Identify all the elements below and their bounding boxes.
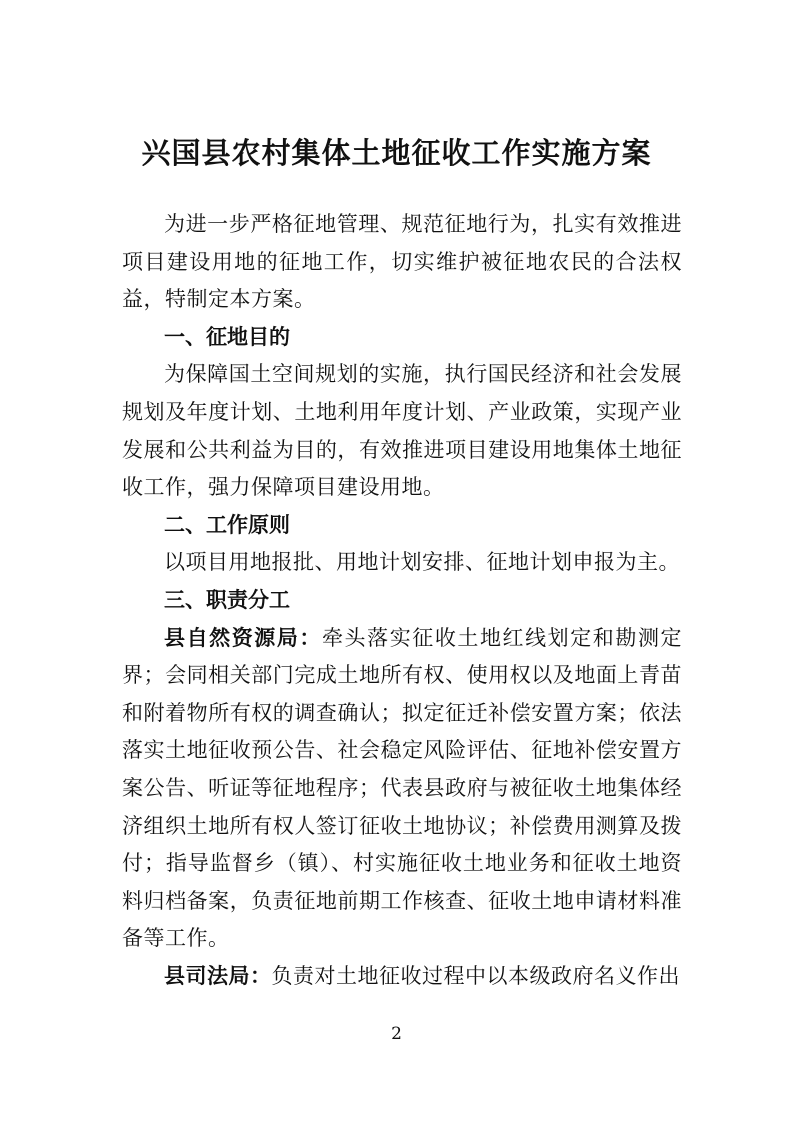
document-body xyxy=(122,206,682,995)
section-paragraph-principles: 以项目用地报批、用地计划安排、征地计划申报为主。 xyxy=(164,550,680,575)
responsibility-paragraph-justice xyxy=(122,958,682,996)
responsibility-text-justice: 负责对土地征收过程中以本级政府名义作出 xyxy=(271,963,680,988)
section-heading-responsibilities: 三、职责分工 xyxy=(164,587,290,612)
section-heading-purpose: 一、征地目的 xyxy=(164,324,290,349)
intro-paragraph: 为进一步严格征地管理、规范征地行为，扎实有效推进项目建设用地的征地工作，切实维护被征地农民的合法权益，特制定本方案。 xyxy=(122,212,682,312)
section-paragraph-purpose: 为保障国土空间规划的实施，执行国民经济和社会发展规划及年度计划、土地利用年度计划、产业政策，实现产业发展和公共利益为目的，有效推进项目建设用地集体土地征收工作，强力保障项目建设用地。 xyxy=(122,362,682,500)
responsibility-lead-natural-resources: 县自然资源局： xyxy=(164,625,322,650)
document-title: 兴国县农村集体土地征收工作实施方案 xyxy=(141,136,652,170)
responsibility-text-natural-resources: 牵头落实征收土地红线划定和勘测定界；会同相关部门完成土地所有权、使用权以及地面上青苗和附着物所有权的调查确认；拟定征迁补偿安置方案；依法落实土地征收预公告、社会稳定风险评估、征地补偿安置方案公告、听证等征地程序；代表县政府与被征收土地集体经济组织土地所有权人签订征收土地协议；补偿费用测算及拨付；指导监督乡（镇）、村实施征收土地业务和征收土地资料归档备案，负责征地前期工作核查、征收土地申请材料准备等工作。 xyxy=(122,625,683,951)
responsibility-paragraph-natural-resources xyxy=(122,620,682,958)
section-heading-principles: 二、工作原则 xyxy=(164,512,290,537)
responsibility-lead-justice: 县司法局： xyxy=(164,963,272,988)
page-number: 2 xyxy=(391,1024,402,1044)
